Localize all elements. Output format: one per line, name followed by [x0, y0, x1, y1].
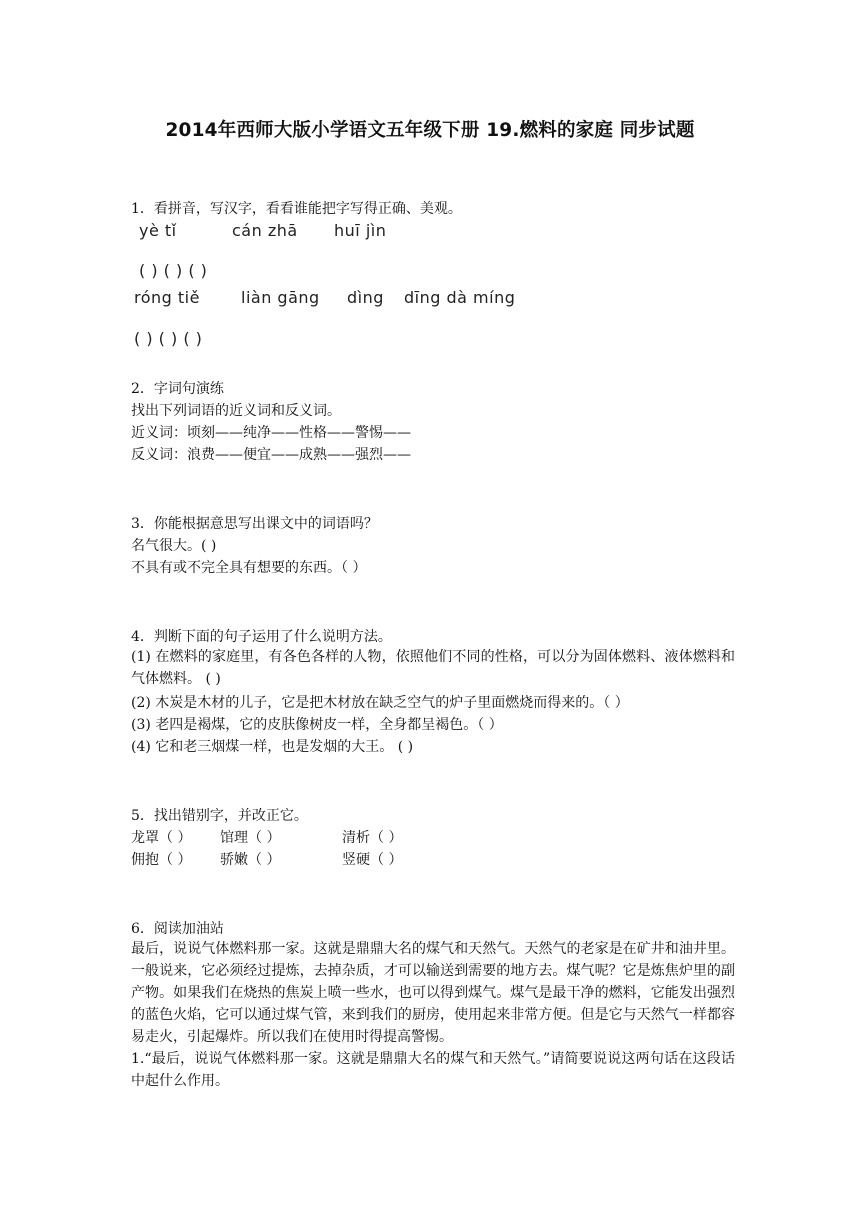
q6-passage: 最后，说说气体燃料那一家。这就是鼎鼎大名的煤气和天然气。天然气的老家是在矿井和油井里。一般说来，它必须经过提炼，去掉杂质，才可以输送到需要的地方去。煤气呢？它是炼焦炉里的副产物。如果我们在烧热的焦炭上喷一些水，也可以得到煤气。煤气是最干净的燃料，它能发出强烈的蓝色火焰，它可以通过煤气管，来到我们的厨房，使用起来非常方便。但是它与天然气一样都容易走火，引起爆炸。所以我们在使用时得提高警惕。 [131, 941, 735, 1045]
q3-heading: 3．你能根据意思写出课文中的词语吗？ [131, 516, 378, 532]
q6-heading: 6．阅读加油站 [131, 921, 224, 937]
q2-antonyms: 反义词：浪费——便宜——成熟——强烈—— [131, 447, 411, 463]
q1-pinyin-rongtie: róng tiě [134, 288, 200, 307]
q1-pinyin-liangang: liàn gāng [241, 288, 320, 307]
q1-pinyin-ding: dìng [347, 288, 384, 307]
q5-item-3: 清析（ ） [342, 830, 403, 846]
q1-pinyin-dingdaming: dīng dà míng [404, 288, 516, 307]
q5-heading: 5．找出错别字，并改正它。 [131, 808, 308, 824]
q6-subquestion-1: 1.“最后，说说气体燃料那一家。这就是鼎鼎大名的煤气和天然气。”请简要说说这两句话在这段话中起什么作用。 [131, 1051, 735, 1089]
q1-blanks-row2: ( ) ( ) ( ) [134, 329, 203, 348]
q4-item-3: (3) 老四是褐煤，它的皮肤像树皮一样，全身都呈褐色。（ ） [131, 717, 503, 733]
q4-item-4: (4) 它和老三烟煤一样，也是发烟的大王。 ( ) [131, 739, 414, 755]
q5-item-6: 竖硬（ ） [342, 852, 403, 868]
q4-heading: 4．判断下面的句子运用了什么说明方法。 [131, 629, 392, 645]
q5-item-5: 骄嫩（ ） [220, 852, 281, 868]
q4-item-2: (2) 木炭是木材的儿子，它是把木材放在缺乏空气的炉子里面燃烧而得来的。（ ） [131, 695, 629, 711]
q5-item-2: 馆理（ ） [220, 830, 281, 846]
q2-heading: 2．字词句演练 [131, 381, 224, 397]
page-title: 2014年西师大版小学语文五年级下册 19.燃料的家庭 同步试题 [165, 120, 695, 141]
q2-synonyms: 近义词：顷刻——纯净——性格——警惕—— [131, 425, 411, 441]
q1-pinyin-canzha: cán zhā [232, 221, 298, 240]
q3-item-1: 名气很大。( ) [131, 538, 217, 554]
q1-blanks-row1: ( ) ( ) ( ) [139, 261, 208, 280]
q3-item-2: 不具有或不完全具有想要的东西。（ ） [131, 560, 367, 576]
q1-heading: 1．看拼音，写汉字，看看谁能把字写得正确、美观。 [131, 201, 462, 217]
q2-instruction: 找出下列词语的近义词和反义词。 [131, 403, 341, 419]
q4-item-1: (1) 在燃料的家庭里，有各色各样的人物，依照他们不同的性格，可以分为固体燃料、液体燃料和气体燃料。 ( ) [131, 649, 735, 687]
q1-pinyin-huijin: huī jìn [334, 221, 387, 240]
q1-pinyin-yeti: yè tǐ [139, 221, 177, 240]
q5-item-1: 龙罩（ ） [131, 830, 192, 846]
q5-item-4: 佣抱（ ） [131, 852, 192, 868]
